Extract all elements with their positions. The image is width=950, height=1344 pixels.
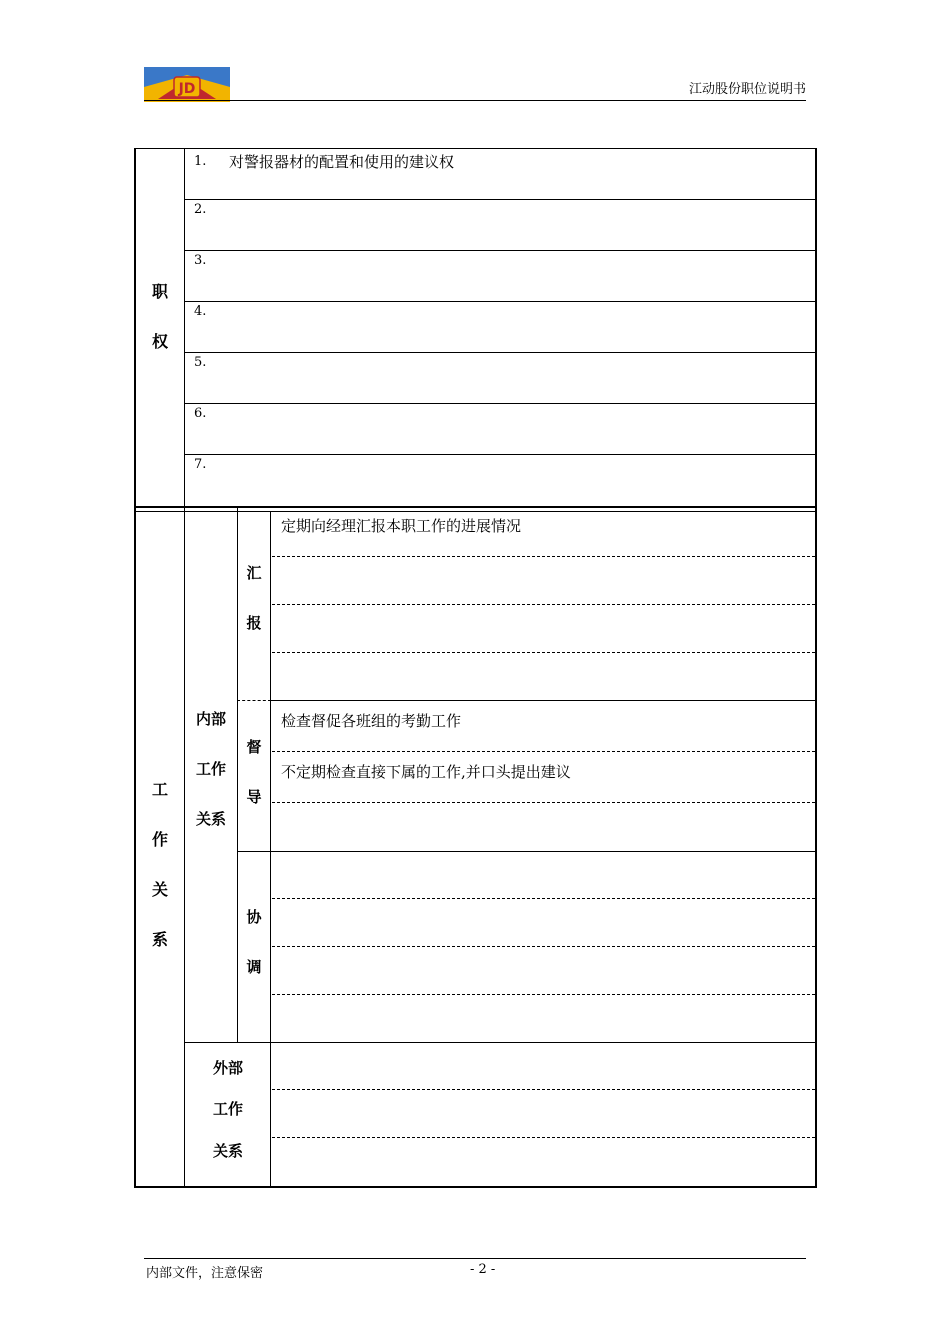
supervise-label-char-1: 督 <box>246 738 262 756</box>
dashed-row-line <box>272 898 815 899</box>
dashed-row-line <box>272 556 815 557</box>
external-label-line-1: 外部 <box>212 1059 243 1077</box>
supervise-row-1: 检查督促各班组的考勤工作 <box>281 712 462 730</box>
item-number: 2. <box>194 202 207 217</box>
row-line <box>184 199 815 200</box>
dashed-row-line <box>272 994 815 995</box>
row-line <box>184 403 815 404</box>
report-row-1: 定期向经理汇报本职工作的进展情况 <box>281 517 522 535</box>
authority-label-char-2: 权 <box>151 332 168 351</box>
document-title: 江动股份职位说明书 <box>688 82 806 97</box>
row-line <box>184 1042 815 1043</box>
dashed-row-line <box>272 802 815 803</box>
external-label-line-3: 关系 <box>212 1142 243 1160</box>
item-number: 5. <box>194 355 207 370</box>
dashed-row-line <box>272 751 815 752</box>
report-label-char-2: 报 <box>246 614 262 632</box>
item-text: 对警报器材的配置和使用的建议权 <box>229 153 455 171</box>
row-line <box>184 352 815 353</box>
supervise-row-2: 不定期检查直接下属的工作,并口头提出建议 <box>281 763 571 781</box>
item-number: 3. <box>194 253 207 268</box>
relations-label-char-1: 工 <box>151 780 168 799</box>
row-line <box>184 250 815 251</box>
external-label-line-2: 工作 <box>212 1100 243 1118</box>
subcolumn-dashed-divider <box>237 700 271 701</box>
relations-label-char-2: 作 <box>151 830 168 849</box>
footer-confidential-note: 内部文件，注意保密 <box>146 1266 264 1281</box>
footer-rule <box>144 1258 806 1259</box>
dashed-row-line <box>272 652 815 653</box>
dashed-row-line <box>272 946 815 947</box>
row-line <box>270 700 815 701</box>
content-column-divider <box>270 511 271 1188</box>
label-column-divider <box>184 148 185 1188</box>
dashed-row-line <box>272 1137 815 1138</box>
item-number: 1. <box>194 154 207 169</box>
relations-label-char-4: 系 <box>151 930 168 949</box>
internal-label-line-2: 工作 <box>195 760 226 778</box>
table-top-border <box>134 148 817 149</box>
internal-label-line-1: 内部 <box>195 710 226 728</box>
dashed-row-line <box>272 604 815 605</box>
item-number: 7. <box>194 457 207 472</box>
item-number: 6. <box>194 406 207 421</box>
row-line <box>184 301 815 302</box>
page-number: - 2 - <box>470 1262 496 1277</box>
internal-label-line-3: 关系 <box>195 810 226 828</box>
header-rule <box>144 100 806 101</box>
row-line <box>237 851 815 852</box>
table-bottom-border <box>134 1186 817 1188</box>
report-label-char-1: 汇 <box>246 564 262 582</box>
table-left-border <box>134 148 136 1188</box>
relations-label-char-3: 关 <box>151 880 168 899</box>
coordinate-label-char-1: 协 <box>246 908 262 926</box>
supervise-label-char-2: 导 <box>246 788 262 806</box>
authority-label-char-1: 职 <box>151 282 168 301</box>
row-line <box>184 454 815 455</box>
dashed-row-line <box>272 1089 815 1090</box>
coordinate-label-char-2: 调 <box>246 958 262 976</box>
item-number: 4. <box>194 304 207 319</box>
logo-text: JD <box>178 81 196 97</box>
table-right-border <box>815 148 817 1188</box>
company-logo <box>144 67 230 102</box>
